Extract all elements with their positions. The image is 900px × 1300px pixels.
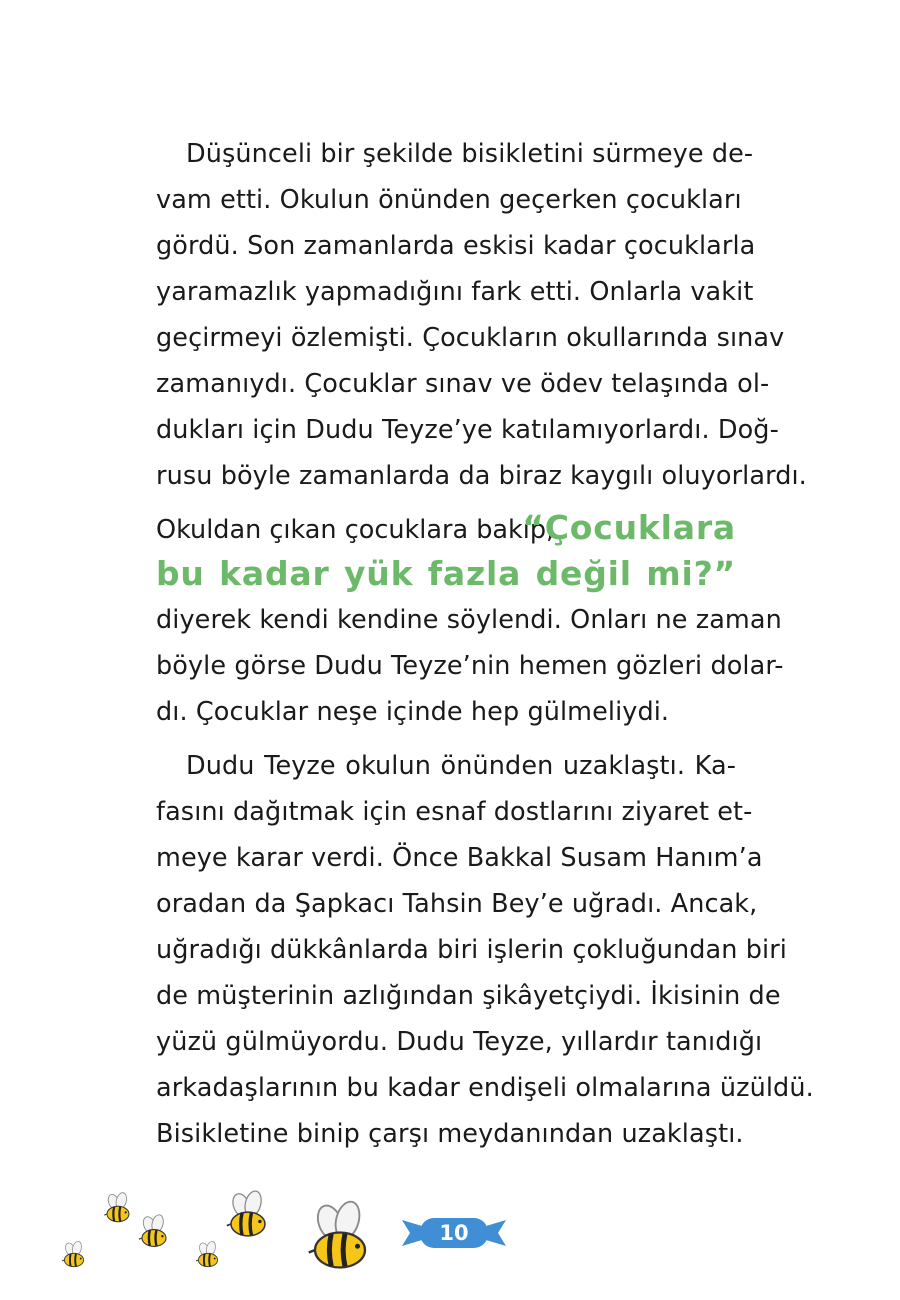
text-line: uğradığı dükkânlarda biri işlerin çokluğundan biri [156, 935, 787, 965]
bee-icon [196, 1240, 218, 1266]
text-line: meye karar verdi. Önce Bakkal Susam Hanım’a [156, 843, 763, 873]
text-line: oradan da Şapkacı Tahsin Bey’e uğradı. Ancak, [156, 889, 758, 919]
bee-icon [227, 1189, 265, 1236]
text-line: arkadaşlarının bu kadar endişeli olmalarına üzüldü. [156, 1073, 814, 1103]
text-line: zamanıydı. Çocuklar sınav ve ödev telaşında ol- [156, 369, 770, 399]
text-line: Dudu Teyze okulun önünden uzaklaştı. Ka- [186, 751, 736, 781]
text-line: de müşterinin azlığından şikâyetçiydi. İkisinin de [156, 981, 781, 1011]
text-line: Bisikletine binip çarşı meydanından uzaklaştı. [156, 1119, 744, 1149]
highlighted-quote-start: “Çocuklara [522, 508, 736, 547]
text-line-with-quote [156, 508, 736, 552]
bee-icon [104, 1192, 129, 1222]
text-line: dı. Çocuklar neşe içinde hep gülmeliydi. [156, 697, 670, 727]
text-line: diyerek kendi kendine söylendi. Onları ne zaman [156, 605, 782, 635]
text-line: geçirmeyi özlemişti. Çocukların okullarında sınav [156, 323, 785, 353]
text-line: fasını dağıtmak için esnaf dostlarını ziyaret et- [156, 797, 753, 827]
text-line: yaramazlık yapmadığını fark etti. Onlarla vakit [156, 277, 754, 307]
text-line: gördü. Son zamanlarda eskisi kadar çocuklarla [156, 231, 756, 261]
page-number: 10 [439, 1221, 469, 1245]
highlighted-quote-end: bu kadar yük fazla değil mi?” [156, 554, 736, 593]
text-line: Okuldan çıkan çocuklara bakıp, [156, 515, 555, 545]
text-line: yüzü gülmüyordu. Dudu Teyze, yıllardır tanıdığı [156, 1027, 763, 1057]
text-line: dukları için Dudu Teyze’ye katılamıyorlardı. Doğ- [156, 415, 779, 445]
text-line: rusu böyle zamanlarda da biraz kaygılı oluyorlardı. [156, 461, 807, 491]
text-line: böyle görse Dudu Teyze’nin hemen gözleri dolar- [156, 651, 784, 681]
text-line: Düşünceli bir şekilde bisikletini sürmeye de- [186, 139, 754, 169]
page-number-badge [398, 1214, 510, 1252]
bee-icon [309, 1199, 365, 1268]
bee-icon [139, 1214, 166, 1247]
text-line: vam etti. Okulun önünden geçerken çocukları [156, 185, 742, 215]
bee-icon [62, 1240, 84, 1266]
